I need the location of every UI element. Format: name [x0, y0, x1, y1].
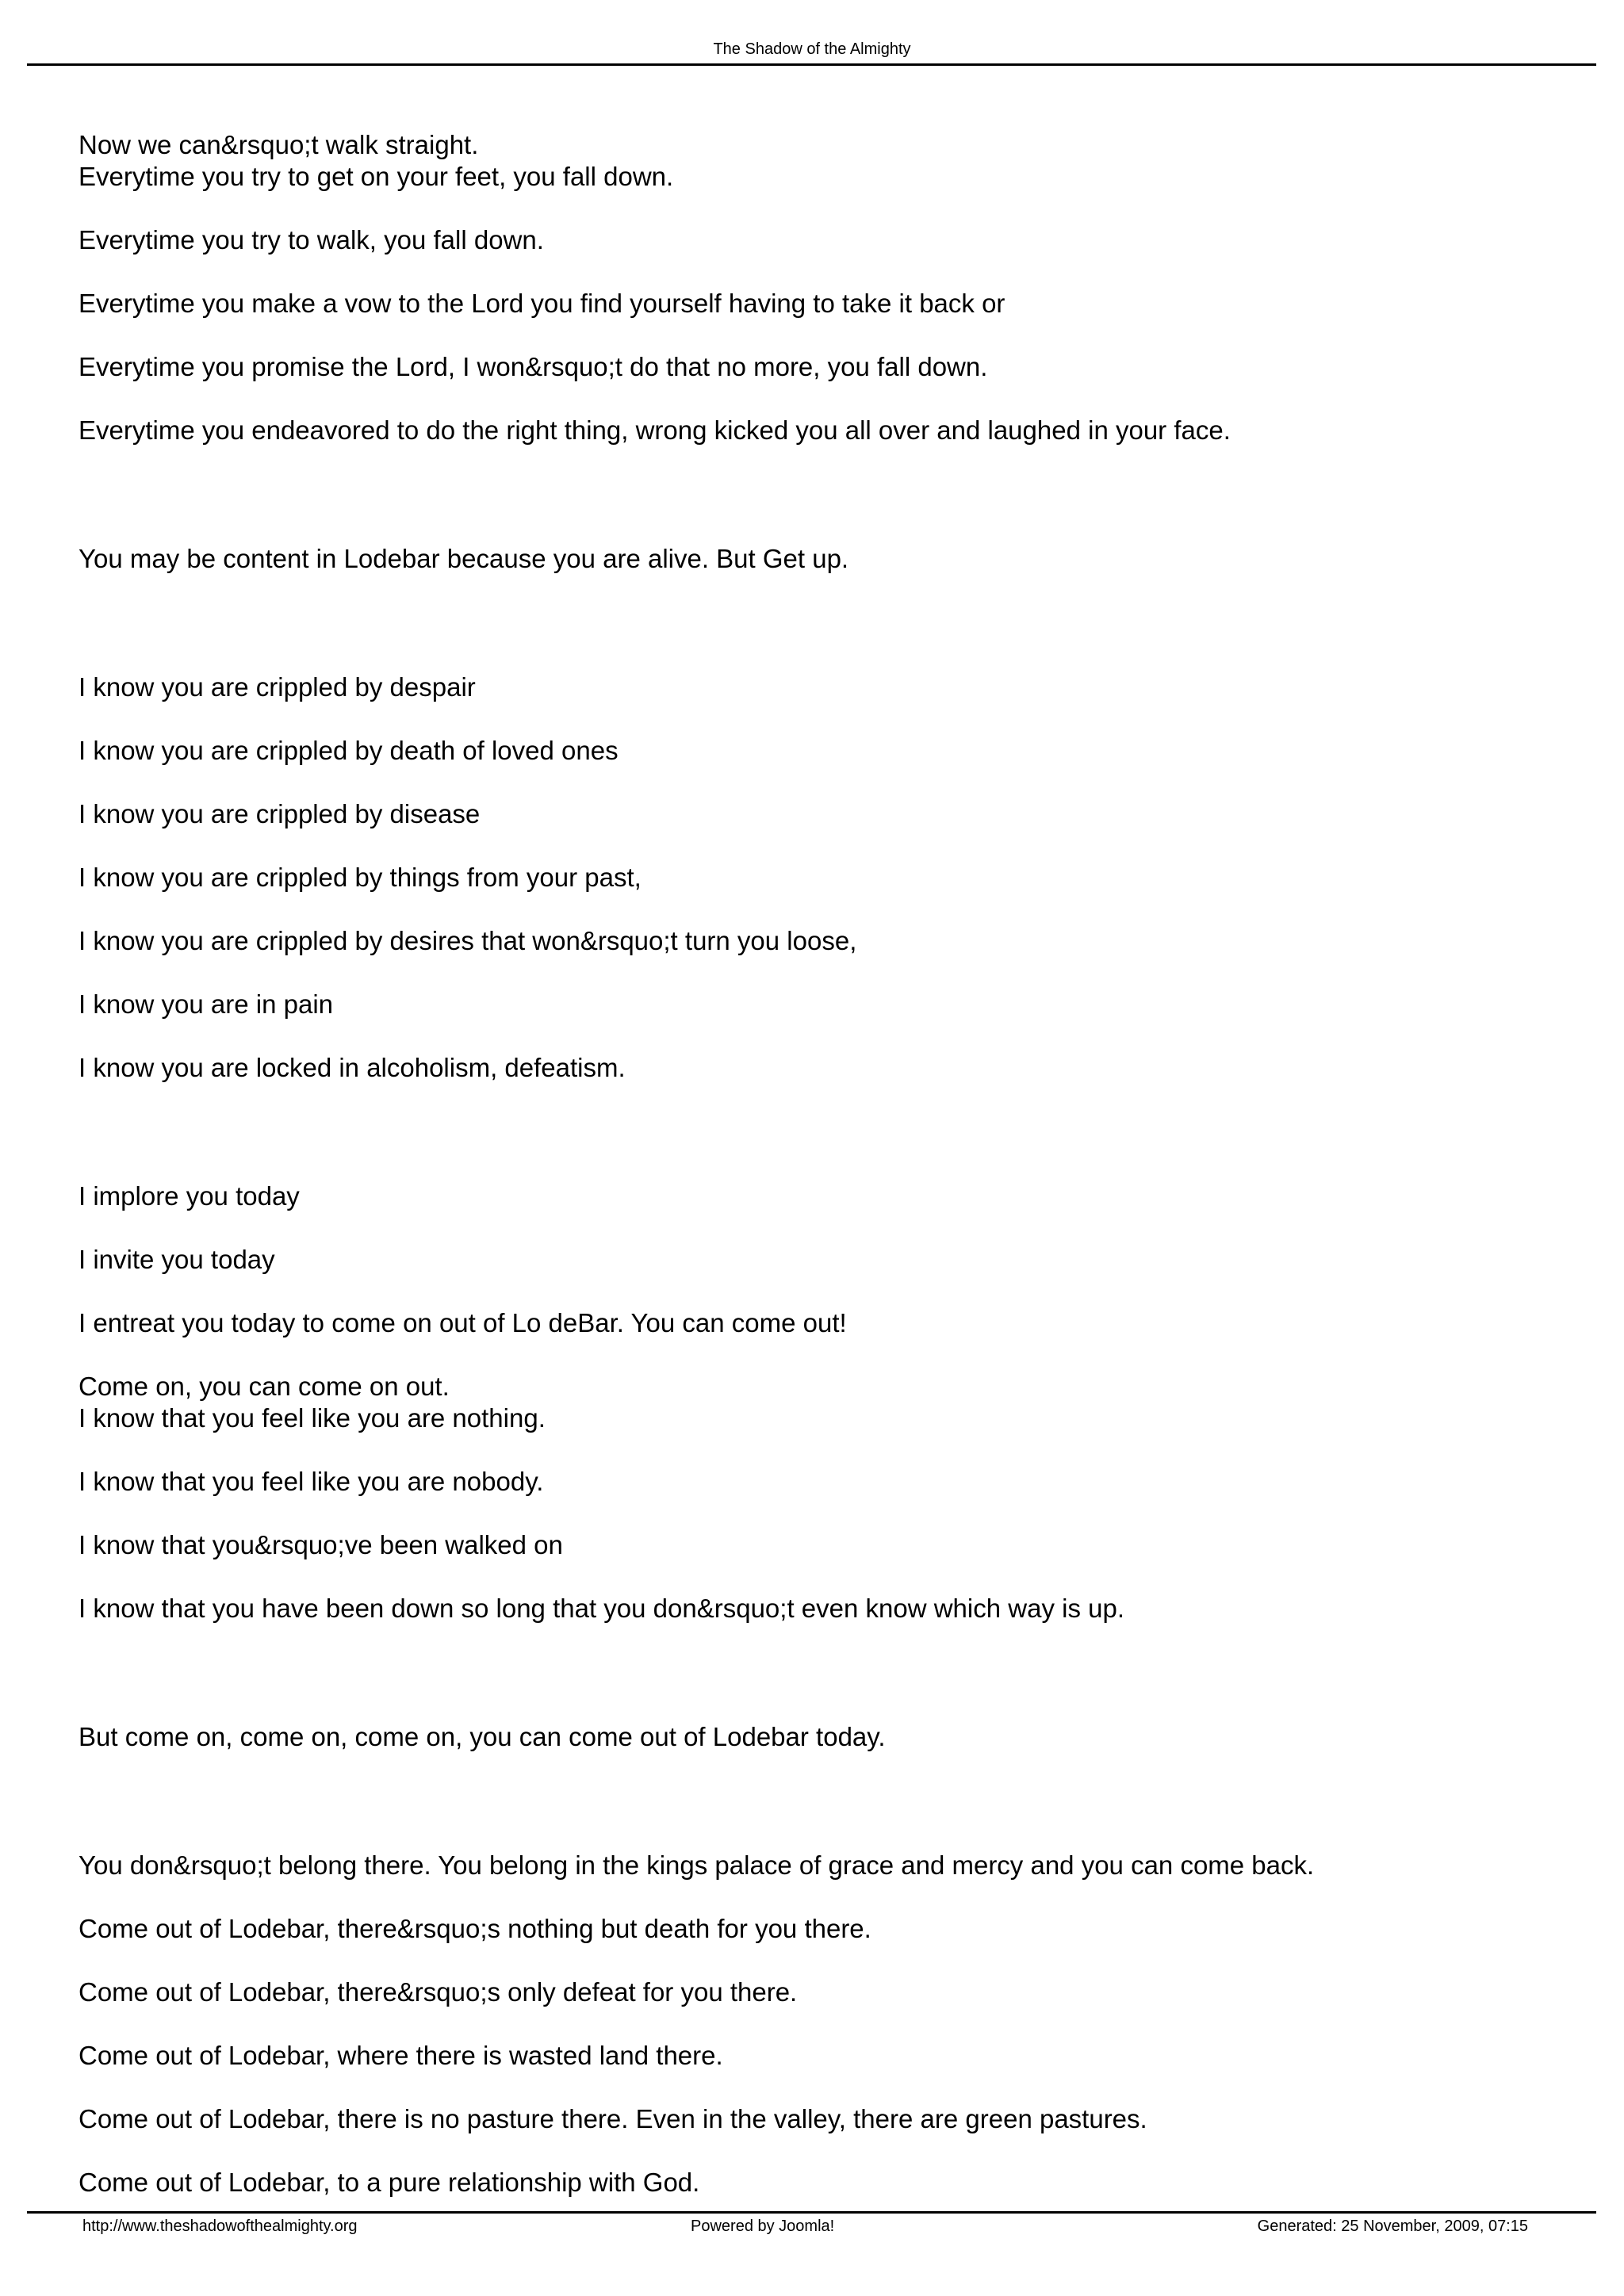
page-header — [0, 0, 1624, 65]
text-line: I implore you today — [79, 1181, 300, 1211]
paragraph-spacer — [79, 1020, 1553, 1052]
paragraph-spacer — [79, 256, 1553, 288]
paragraph-spacer — [79, 767, 1553, 798]
paragraph-spacer — [79, 193, 1553, 224]
text-line: Come out of Lodebar, there is no pasture there. Even in the valley, there are green pastures. — [79, 2104, 1147, 2133]
text-line: Come on, you can come on out. — [79, 1372, 450, 1401]
text-line: Now we can&rsquo;t walk straight. — [79, 130, 479, 159]
paragraph-spacer — [79, 957, 1553, 989]
paragraph-spacer — [79, 1498, 1553, 1529]
page-title: The Shadow of the Almighty — [713, 40, 911, 58]
paragraph-spacer — [79, 320, 1553, 351]
paragraph-spacer — [79, 383, 1553, 415]
text-line: I know you are crippled by desires that won&rsquo;t turn you loose, — [79, 926, 857, 955]
paragraph-spacer — [79, 1945, 1553, 1976]
section-spacer — [79, 446, 1553, 543]
paragraph-spacer — [79, 703, 1553, 735]
text-line: I know you are crippled by death of loved ones — [79, 736, 619, 765]
text-line: I know that you&rsquo;ve been walked on — [79, 1530, 563, 1559]
paragraph-spacer — [79, 1434, 1553, 1466]
section-spacer — [79, 575, 1553, 672]
paragraph-spacer — [79, 1276, 1553, 1307]
text-line: Come out of Lodebar, to a pure relationship with God. — [79, 2168, 700, 2197]
section-spacer — [79, 1753, 1553, 1850]
footer-generated-date: Generated: 25 November, 2009, 07:15 — [1257, 2218, 1528, 2235]
section-spacer — [79, 1624, 1553, 1721]
text-line: Come out of Lodebar, there&rsquo;s only defeat for you there. — [79, 1977, 798, 2007]
text-line: I know that you feel like you are nobody. — [79, 1467, 544, 1496]
text-line: Everytime you endeavored to do the right thing, wrong kicked you all over and laughed in your face. — [79, 415, 1231, 445]
text-line: Come out of Lodebar, there&rsquo;s nothing but death for you there. — [79, 1914, 871, 1943]
text-line: I know you are crippled by disease — [79, 799, 481, 828]
text-line: Everytime you try to walk, you fall down. — [79, 225, 544, 254]
paragraph-spacer — [79, 1561, 1553, 1593]
text-line: I know you are crippled by things from your past, — [79, 863, 642, 892]
paragraph-spacer — [79, 2008, 1553, 2040]
footer-divider — [27, 2211, 1596, 2214]
text-line: You may be content in Lodebar because you are alive. But Get up. — [79, 544, 849, 573]
header-divider — [27, 63, 1596, 66]
text-line: I know that you feel like you are nothing. — [79, 1403, 546, 1433]
text-line: Everytime you make a vow to the Lord you find yourself having to take it back or — [79, 289, 1005, 318]
text-line: But come on, come on, come on, you can come out of Lodebar today. — [79, 1722, 886, 1751]
paragraph-spacer — [79, 2072, 1553, 2103]
paragraph-spacer — [79, 830, 1553, 862]
text-line: I know you are locked in alcoholism, defeatism. — [79, 1053, 626, 1082]
text-line: I know that you have been down so long that you don&rsquo;t even know which way is up. — [79, 1594, 1124, 1623]
text-line: You don&rsquo;t belong there. You belong in the kings palace of grace and mercy and you can come back. — [79, 1850, 1315, 1880]
text-line: I know you are in pain — [79, 989, 334, 1019]
text-line: I know you are crippled by despair — [79, 672, 476, 702]
paragraph-spacer — [79, 894, 1553, 925]
paragraph-spacer — [79, 1339, 1553, 1371]
footer-powered-by: Powered by Joomla! — [691, 2218, 835, 2235]
text-line: I entreat you today to come on out of Lo deBar. You can come out! — [79, 1308, 847, 1337]
paragraph-spacer — [79, 2135, 1553, 2167]
text-line: Come out of Lodebar, where there is wasted land there. — [79, 2041, 723, 2070]
paragraph-spacer — [79, 1881, 1553, 1913]
paragraph-spacer — [79, 1212, 1553, 1244]
article-body — [79, 129, 1553, 2198]
section-spacer — [79, 1084, 1553, 1181]
footer-site-url: http://www.theshadowofthealmighty.org — [82, 2218, 358, 2235]
text-line: I invite you today — [79, 1245, 275, 1274]
page-footer — [0, 2217, 1624, 2237]
text-line: Everytime you try to get on your feet, you fall down. — [79, 162, 674, 191]
text-line: Everytime you promise the Lord, I won&rsquo;t do that no more, you fall down. — [79, 352, 988, 381]
